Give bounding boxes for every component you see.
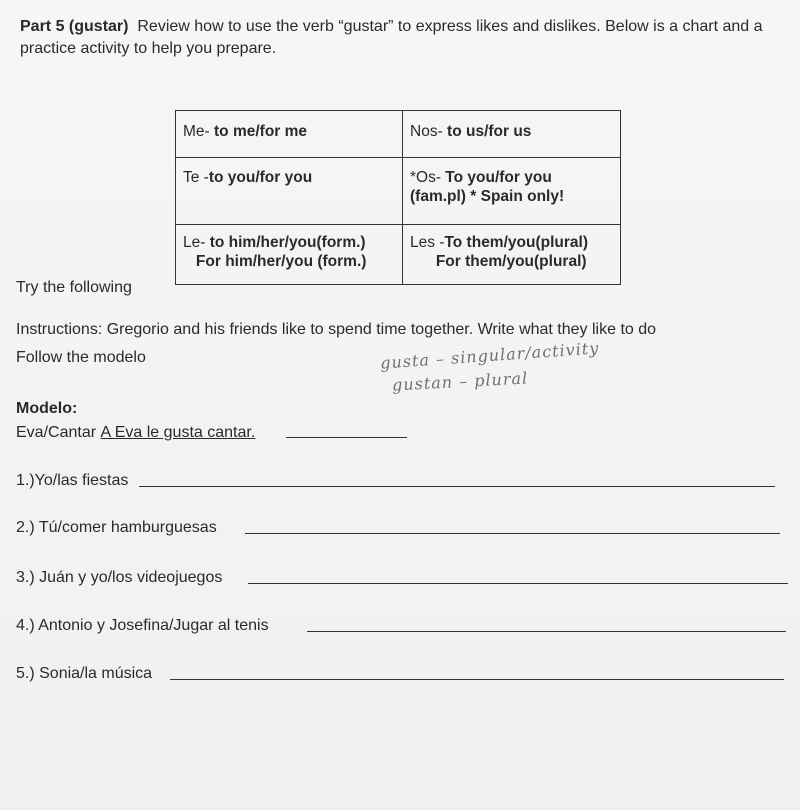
exercise-2-answer-line[interactable] bbox=[245, 533, 780, 534]
exercise-2-prompt: 2.) Tú/comer hamburguesas bbox=[16, 519, 217, 536]
exercise-4-prompt: 4.) Antonio y Josefina/Jugar al tenis bbox=[16, 617, 269, 634]
exercise-1-prompt: 1.)Yo/las fiestas bbox=[16, 472, 129, 489]
modelo-answer: A Eva le gusta cantar. bbox=[100, 424, 256, 441]
pronoun-chart bbox=[175, 110, 621, 285]
chart-cell-os: *Os- To you/for you (fam.pl) * Spain only! bbox=[403, 158, 621, 225]
handwritten-note-singular: gusta – singular/activity bbox=[379, 338, 600, 373]
exercise-4-answer-line[interactable] bbox=[307, 631, 786, 632]
chart-cell-te: Te -to you/for you bbox=[176, 158, 403, 225]
chart-cell-les: Les -To them/you(plural) For them/you(plural) bbox=[403, 225, 621, 285]
modelo-answer-line bbox=[286, 437, 407, 438]
exercise-5-prompt: 5.) Sonia/la música bbox=[16, 665, 153, 682]
part-title: Part 5 (gustar) bbox=[20, 18, 129, 35]
chart-cell-nos: Nos- to us/for us bbox=[403, 111, 621, 158]
handwritten-note-plural: gustan – plural bbox=[391, 368, 529, 395]
part-description: Review how to use the verb “gustar” to express likes and dislikes. Below is a chart and a practice activity to help you prepare. bbox=[20, 18, 763, 57]
chart-row bbox=[176, 225, 621, 285]
modelo-example bbox=[16, 424, 255, 442]
modelo-prompt: Eva/Cantar bbox=[16, 424, 97, 441]
part-5-intro bbox=[20, 16, 780, 60]
chart-row bbox=[176, 158, 621, 225]
exercise-1-answer-line[interactable] bbox=[139, 486, 775, 487]
exercise-5-answer-line[interactable] bbox=[170, 679, 784, 680]
modelo-label: Modelo: bbox=[16, 400, 78, 417]
chart-cell-le: Le- to him/her/you(form.) For him/her/you (form.) bbox=[176, 225, 403, 285]
instructions-line-1: Instructions: Gregorio and his friends like to spend time together. Write what they like to do bbox=[16, 321, 657, 338]
chart-cell-me: Me- to me/for me bbox=[176, 111, 403, 158]
exercise-3-answer-line[interactable] bbox=[248, 583, 788, 584]
chart-row bbox=[176, 111, 621, 158]
instructions-line-2: Follow the modelo bbox=[16, 349, 146, 366]
exercise-3-prompt: 3.) Juán y yo/los videojuegos bbox=[16, 569, 223, 586]
try-label: Try the following bbox=[16, 279, 132, 296]
